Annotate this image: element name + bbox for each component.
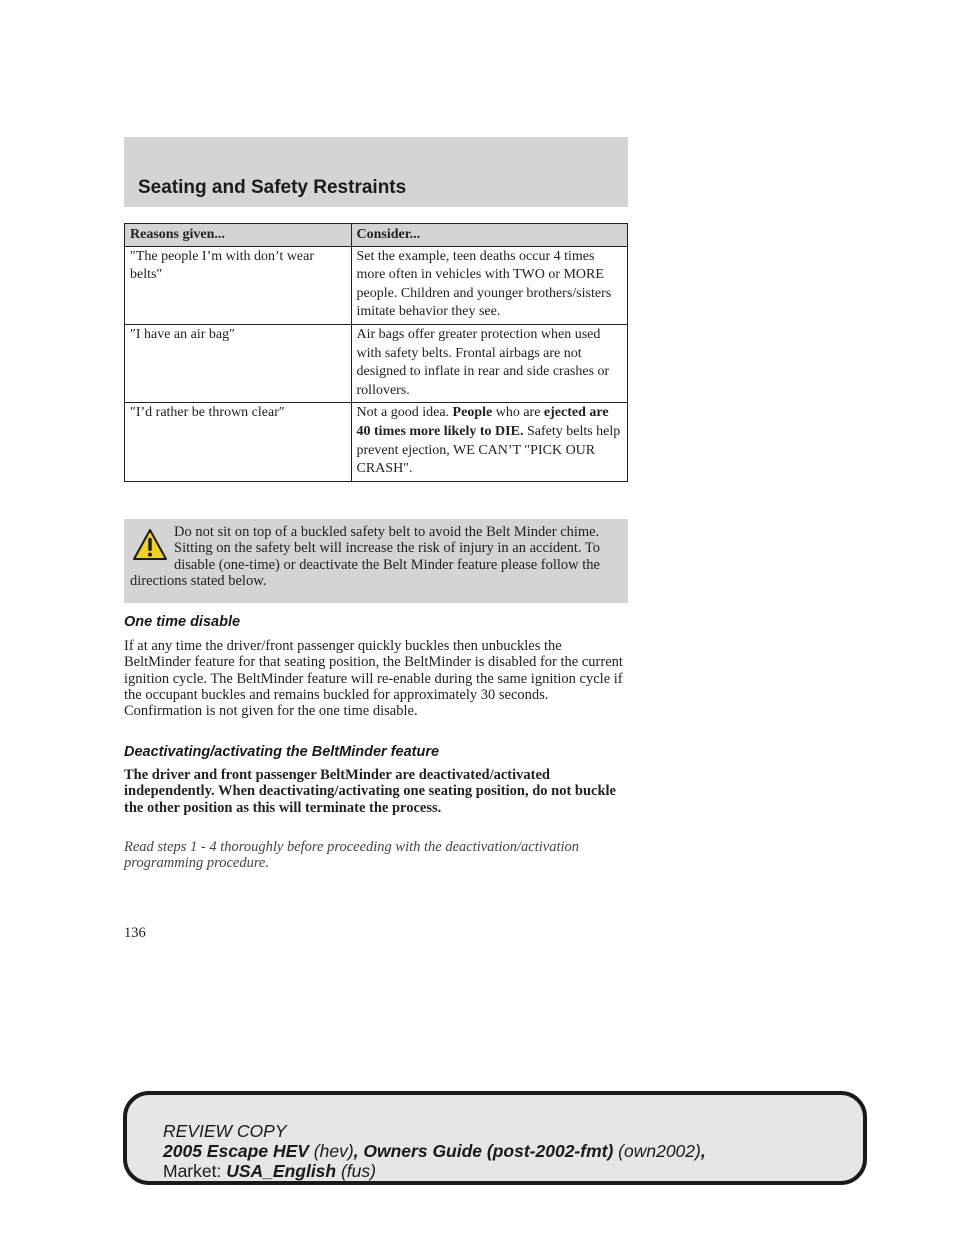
warning-box: [124, 519, 628, 603]
consider-cell: [351, 403, 627, 481]
review-copy-box: [123, 1091, 867, 1185]
review-copy-label: REVIEW COPY: [163, 1121, 287, 1141]
warning-text: Do not sit on top of a buckled safety belt to avoid the Belt Minder chime. Sitting on the safety belt will increase the risk of injury in an accident. To disable (one-time) or deactivate the Belt Minder feature please follow the directions stated below.: [130, 524, 600, 590]
deactivating-heading: Deactivating/activating the BeltMinder feature: [124, 744, 440, 760]
table-row: [125, 324, 628, 402]
review-model: 2005 Escape HEV: [163, 1141, 309, 1161]
deactivating-bold-text: The driver and front passenger BeltMinder are deactivated/activated independently. When deactivating/activating one seating position, do not buckle the other position as this will terminate the process.: [124, 767, 616, 816]
review-model-code: (hev): [308, 1141, 354, 1161]
review-guide: , Owners Guide (post-2002-fmt): [353, 1141, 614, 1161]
warning-triangle-icon: [132, 528, 168, 562]
deactivating-note: Read steps 1 - 4 thoroughly before proceeding with the deactivation/activation programming procedure.: [124, 839, 580, 872]
page-number: 136: [124, 925, 146, 941]
table-header-row: [125, 224, 628, 247]
section-title: Seating and Safety Restraints: [138, 177, 407, 198]
table-row: [125, 403, 628, 481]
table-row: [125, 246, 628, 324]
review-model-line: [163, 1141, 706, 1161]
consider-emphasis: People: [452, 405, 493, 421]
consider-text: who are: [492, 405, 544, 421]
consider-cell: Set the example, teen deaths occur 4 times more often in vehicles with TWO or MORE people. Children and younger brothers/sisters imitate behavior they see.: [351, 246, 627, 324]
review-market: USA_English: [226, 1161, 337, 1181]
review-copy-text: [163, 1121, 706, 1181]
review-guide-code: (own2002): [613, 1141, 701, 1161]
column-header-reasons: Reasons given...: [125, 224, 352, 247]
one-time-disable-heading: One time disable: [124, 614, 241, 630]
one-time-disable-text: If at any time the driver/front passenger quickly buckles then unbuckles the BeltMinder feature for that seating position, the BeltMinder is disabled for the current ignition cycle. The BeltMinder feature will re-enable during the same ignition cycle if the occupant buckles and remains buckled for approximately 30 seconds. Confirmation is not given for the one time disable.: [124, 638, 623, 720]
review-market-line: [163, 1161, 706, 1181]
reason-cell: ″I’d rather be thrown clear″: [125, 403, 352, 481]
reasons-table: [124, 223, 628, 482]
section-header: [124, 137, 628, 207]
consider-text: Not a good idea.: [356, 405, 453, 421]
reason-cell: ″I have an air bag″: [125, 324, 352, 402]
column-header-consider: Consider...: [351, 224, 627, 247]
consider-cell: Air bags offer greater protection when used with safety belts. Frontal airbags are not designed to inflate in rear and side crashes or rollovers.: [351, 324, 627, 402]
consider-text: Safety belts help prevent ejection, WE CAN’T ″PICK OUR CRASH″.: [356, 423, 621, 477]
review-market-label: Market:: [163, 1161, 227, 1181]
review-comma: ,: [700, 1141, 706, 1161]
review-market-code: (fus): [336, 1161, 376, 1181]
consider-emphasis: ejected are 40 times more likely to DIE.: [356, 405, 609, 439]
reason-cell: ″The people I’m with don’t wear belts″: [125, 246, 352, 324]
